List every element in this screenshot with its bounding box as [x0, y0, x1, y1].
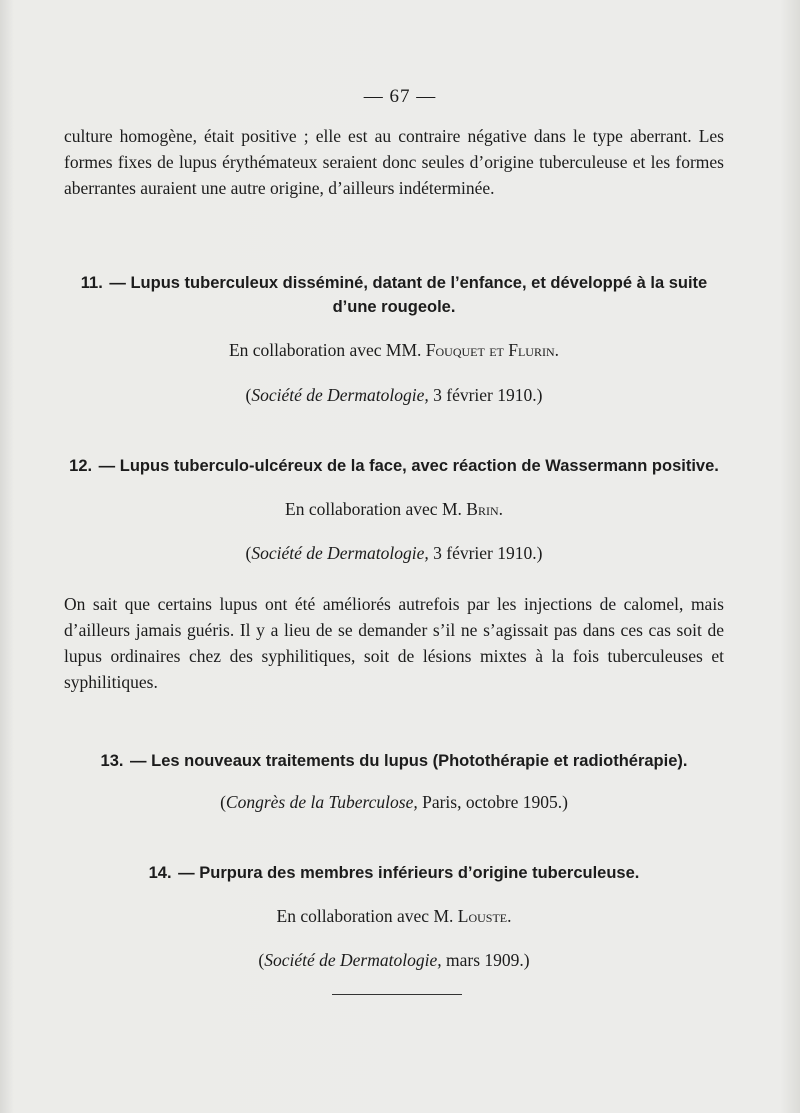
entry-12-title	[64, 454, 724, 478]
page-number: — 67 —	[363, 86, 437, 107]
entry-number: 13.	[100, 752, 124, 770]
collab-names: Louste.	[457, 906, 512, 926]
source-date: Paris, octobre 1905.)	[422, 792, 568, 812]
source-date: 3 février 1910.)	[433, 543, 543, 563]
source-society: Société de Dermatologie,	[264, 950, 442, 970]
entry-number: 11.	[80, 274, 103, 292]
entry-12-paragraph: On sait que certains lupus ont été améliorés autrefois par les injections de calomel, mais d’ailleurs jamais guéris. Il y a lieu de se demander s’il ne s’agissait pas dans ces cas soit de lupus ordinaires chez des syphilitiques, soit de lésions mixtes à la fois tuberculeuses et syphilitiques.	[64, 594, 724, 692]
entry-14-source: (Société de Dermatologie, mars 1909.)	[258, 950, 530, 970]
source-society: Société de Dermatologie,	[251, 385, 429, 405]
entry-title: — Purpura des membres inférieurs d’origine tuberculeuse.	[178, 864, 640, 882]
entry-12-collaboration	[64, 499, 724, 520]
entry-title: — Lupus tuberculo-ulcéreux de la face, avec réaction de Wassermann positive.	[98, 457, 719, 475]
collab-prefix: En collaboration avec M.	[285, 499, 462, 519]
entry-13-source: (Congrès de la Tuberculose, Paris, octobre 1905.)	[220, 792, 568, 812]
entry-title-line2: d’une rougeole.	[332, 298, 456, 316]
collab-prefix: En collaboration avec MM.	[228, 340, 422, 360]
entry-number: 12.	[69, 457, 93, 475]
source-date: mars 1909.)	[445, 950, 530, 970]
entry-12-source: (Société de Dermatologie, 3 février 1910.)	[245, 543, 543, 563]
source-society: Congrès de la Tuberculose,	[225, 792, 418, 812]
intro-paragraph: culture homogène, était positive ; elle est au contraire négative dans le type aberrant. Les formes fixes de lupus érythémateux seraient donc seules d’origine tuberculeuse et les formes aberrantes auraient une autre origine, d’ailleurs indéterminée.	[64, 125, 724, 198]
entry-14-title	[64, 861, 724, 885]
closing-rule	[332, 994, 462, 995]
collab-names: Brin.	[466, 499, 503, 519]
entry-number: 14.	[148, 864, 172, 882]
collab-prefix: En collaboration avec M.	[276, 906, 454, 926]
entry-11-collaboration	[64, 340, 724, 361]
entry-11-source: (Société de Dermatologie, 3 février 1910.)	[245, 385, 543, 405]
source-society: Société de Dermatologie,	[251, 543, 429, 563]
entry-title-line1: — Lupus tuberculeux disséminé, datant de l’enfance, et développé à la suite	[109, 274, 708, 292]
source-date: 3 février 1910.)	[433, 385, 543, 405]
entry-11-title	[64, 271, 724, 319]
collab-names: Fouquet et Flurin.	[425, 340, 560, 360]
entry-14-collaboration	[64, 906, 724, 927]
entry-13-title	[64, 749, 724, 773]
entry-title: — Les nouveaux traitements du lupus (Photothérapie et radiothérapie).	[130, 752, 688, 770]
